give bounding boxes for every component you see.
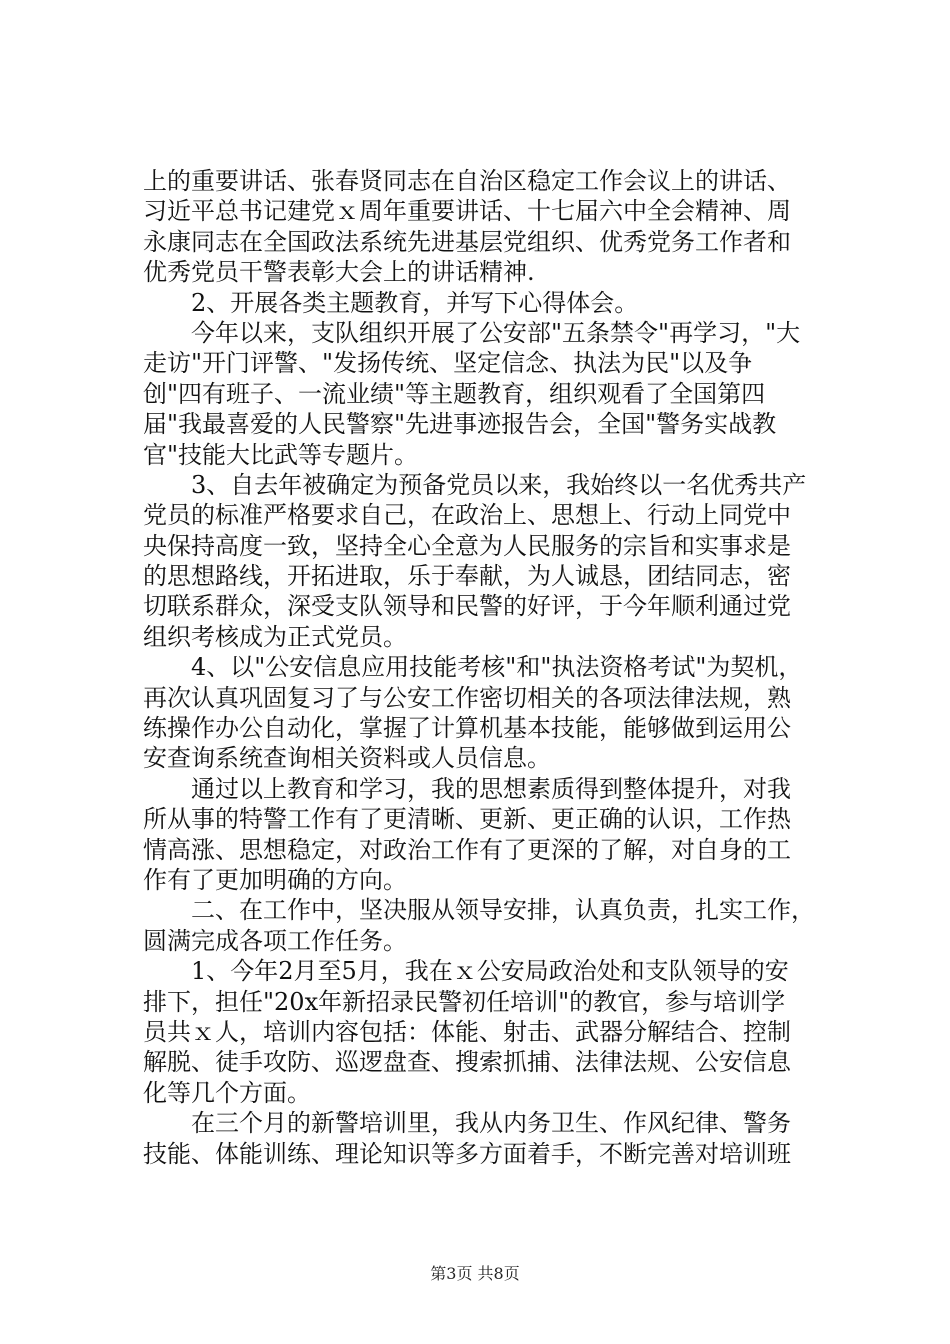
page-footer: 第3页 共8页: [430, 1264, 520, 1283]
text-line: 圆满完成各项工作任务。: [143, 926, 407, 955]
text-line: 员共ｘ人，培训内容包括：体能、射击、武器分解结合、控制: [143, 1017, 791, 1046]
document-body: [143, 166, 835, 1169]
text-line: 官"技能大比武等专题片。: [143, 440, 419, 469]
text-line: 走访"开门评警、"发扬传统、坚定信念、执法为民"以及争: [143, 349, 753, 378]
text-line: 今年以来，支队组织开展了公安部"五条禁令"再学习，"大: [143, 318, 801, 347]
text-line: 1、今年2月至5月，我在ｘ公安局政治处和支队领导的安: [143, 957, 789, 986]
text-line: 优秀党员干警表彰大会上的讲话精神.: [143, 258, 535, 287]
text-line: 练操作办公自动化，掌握了计算机基本技能，能够做到运用公: [143, 714, 791, 743]
text-line: 情高涨、思想稳定，对政治工作有了更深的了解，对自身的工: [143, 835, 791, 864]
text-line: 所从事的特警工作有了更清晰、更新、更正确的认识，工作热: [143, 805, 791, 834]
text-line: 在三个月的新警培训里，我从内务卫生、作风纪律、警务: [143, 1109, 791, 1138]
text-line: 作有了更加明确的方向。: [143, 865, 407, 894]
text-line: 上的重要讲话、张春贤同志在自治区稳定工作会议上的讲话、: [143, 167, 791, 195]
text-line: 创"四有班子、一流业绩"等主题教育，组织观看了全国第四: [143, 379, 766, 408]
text-line: 解脱、徒手攻防、巡逻盘查、搜索抓捕、法律法规、公安信息: [143, 1048, 791, 1077]
text-line: 再次认真巩固复习了与公安工作密切相关的各项法律法规，熟: [143, 683, 791, 712]
text-line: 通过以上教育和学习，我的思想素质得到整体提升，对我: [143, 774, 791, 803]
text-line: 安查询系统查询相关资料或人员信息。: [143, 744, 551, 773]
text-line: 的思想路线，开拓进取，乐于奉献，为人诚恳，团结同志，密: [143, 562, 791, 591]
text-line: 3、自去年被确定为预备党员以来，我始终以一名优秀共产: [143, 470, 807, 499]
text-line: 届"我最喜爱的人民警察"先进事迹报告会，全国"警务实战教: [143, 410, 777, 439]
text-line: 切联系群众，深受支队领导和民警的好评，于今年顺利通过党: [143, 592, 791, 621]
text-line: 化等几个方面。: [143, 1078, 311, 1107]
text-line: 2、开展各类主题教育，并写下心得体会。: [143, 288, 639, 317]
text-line: 央保持高度一致，坚持全心全意为人民服务的宗旨和实事求是: [143, 531, 791, 560]
text-line: 组织考核成为正式党员。: [143, 622, 407, 651]
text-line: 党员的标准严格要求自己，在政治上、思想上、行动上同党中: [143, 501, 791, 530]
text-line: 排下，担任"20x年新招录民警初任培训"的教官，参与培训学: [143, 987, 786, 1016]
text-line: 技能、体能训练、理论知识等多方面着手，不断完善对培训班: [143, 1139, 791, 1168]
text-line: 习近平总书记建党ｘ周年重要讲话、十七届六中全会精神、周: [143, 197, 791, 226]
text-line: 永康同志在全国政法系统先进基层党组织、优秀党务工作者和: [143, 227, 791, 256]
text-line: 4、以"公安信息应用技能考核"和"执法资格考试"为契机，: [143, 653, 803, 682]
text-line: 二、在工作中，坚决服从领导安排，认真负责，扎实工作，: [143, 896, 815, 925]
